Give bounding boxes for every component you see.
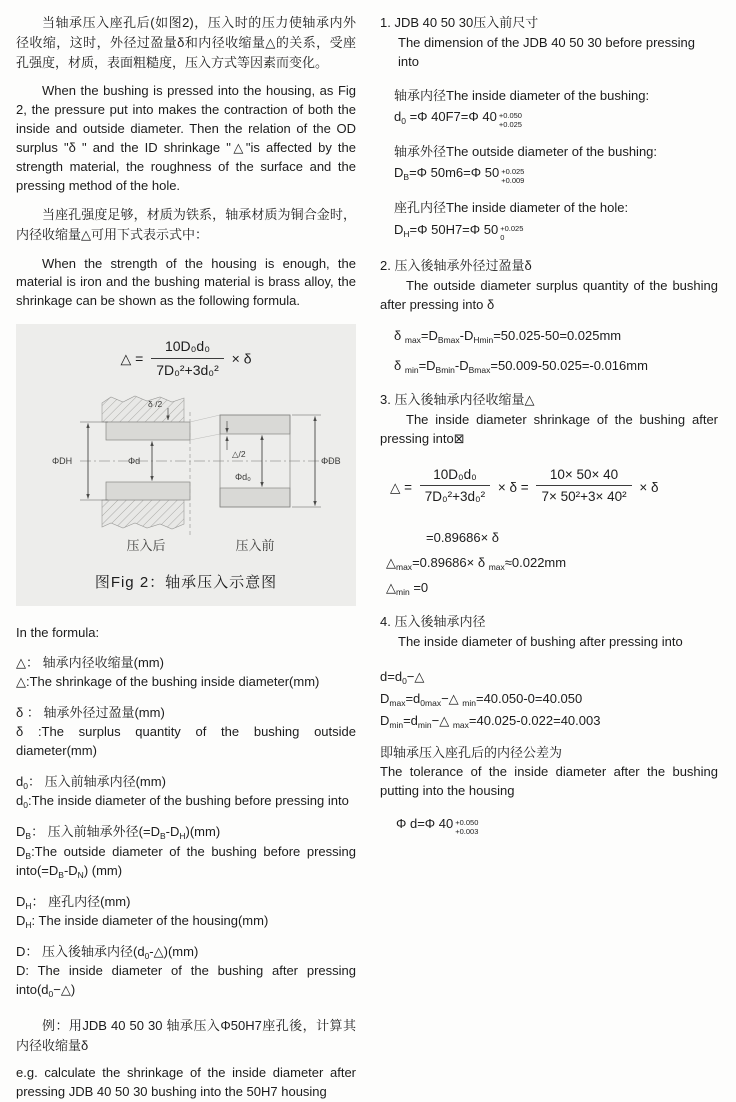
section-2-surplus [380,256,718,376]
section-title-zh: 3. 压入後轴承内径收缩量△ [380,391,535,407]
section-title-en: The inside diameter of bushing after pressing into [398,634,683,650]
dimension-formula: $d_0 =\Phi$ 40F7=Φ 40 +0.050 +0.025 [394,109,522,130]
dimension-label: 轴承内径The inside diameter of the bushing: [394,88,650,104]
tolerance-stack: +0.050 +0.003 [455,818,479,836]
tolerance-stack: +0.025 0 [500,223,524,242]
condition-paragraph-zh: 当座孔强度足够，材质为铁系，轴承材质为铜合金时，内径收缩量△可用下式表示式中： [16,207,356,243]
definition-surplus [16,703,356,761]
tolerance-note-zh: 即轴承压入座孔后的内径公差为 [380,744,563,760]
bushing-after-bottom-wall [106,482,190,500]
definition-dh [16,892,356,931]
dim-label-phi-d: Φd [128,456,141,467]
final-tolerance-formula: Φ d=Φ 40 +0.050 +0.003 [396,816,479,836]
dimension-formula: $D_H=\Phi$ 50H7=Φ 50 +0.025 0 [394,221,524,242]
dimension-formula: $D_B=\Phi$ 50m6=Φ 50 +0.025 +0.009 [394,165,525,186]
definition-zh: $d_0$： 压入前轴承内径(mm) [16,774,166,792]
definition-zh: $D_H$： 座孔内径(mm) [16,893,131,911]
housing-hatch-top [102,396,184,422]
bushing-press-diagram [24,390,348,560]
dimension-label: 轴承外径The outside diameter of the bushing: [394,144,658,160]
section-1-dimensions [380,13,718,242]
dimension-item-hole-diameter [394,198,718,241]
surplus-max-formula: δ $_{max}=D_{Bmax}-D_{Hmin}=50.025-50=0.025mm$ [394,327,622,345]
dimension-label: 座孔内径The inside diameter of the hole: [394,200,629,216]
left-column [16,13,356,1102]
definition-zh: $D_B$： 压入前轴承外径$(=D_B-D_H)(mm)$ [16,824,221,842]
definition-en: $D_H$: The inside diameter of the housing(mm) [16,912,269,930]
definition-en: $D_B:The$ outside diameter of the bushing before pressing $into(=D_B-D_N)$ (mm) [16,843,356,880]
label-before-pressing: 压入前 [235,538,275,554]
shrinkage-min-line: $\triangle_{min} =0$ [386,579,429,597]
intro-paragraph-en: When the bushing is pressed into the housing, as Fig 2, the pressure put into makes the contraction of both the inside and outside diameter. Then the relation of the OD surplus "δ " and the ID shrinkage "△"is affected by the strength material, the roughness of the surface and the pressing method of the hole. [16,83,356,194]
bushing-before-bottom-wall [220,488,290,507]
section-3-shrinkage [380,390,718,598]
dimension-item-outside-diameter [394,142,718,185]
bushing-after-top-wall [106,422,190,440]
definition-shrinkage [16,653,356,692]
section-title-zh: 4. 压入後轴承内径 [380,613,486,629]
figure-panel [16,324,356,606]
d-min-equation: $D_{min}=d_{min}-\triangle$ $_{max}$=40.025-0.022=40.003 [380,712,601,730]
d-equation: $d=d_0-\triangle$ [380,669,425,687]
dim-label-tri-half: △/2 [232,449,246,460]
dim-label-phi-db: ΦDB [321,456,341,467]
definition-db [16,822,356,880]
shrinkage-max-line: $\triangle_{max}=0.89686\times \delta$ $_{max}$≈0.022mm [386,554,567,572]
d-max-equation: $D_{max}=d_{0max}-\triangle$ $_{min}$=40.050-0=40.050 [380,690,583,708]
definition-d-after [16,942,356,1000]
figure-formula: △ = $\frac{\text{10D₀d₀}}{\text{7D₀²+3d₀²}}$ × δ [24,338,348,382]
bushing-before-top-wall [220,415,290,434]
section-title-en: The inside diameter shrinkage of the bushing after pressing into⊠ [380,411,718,446]
right-column [380,13,718,1102]
definition-en: D: The inside diameter of the bushing after pressing $into(d_0-\triangle)$ [16,962,356,999]
shrinkage-main-formula: △ = $\frac{\text{10D₀d₀}}{\text{7D₀²+3d₀²}}$ × δ = $\frac{10\times 50\times 40}{\text{7× 50²+3× 40²}}$ × δ [390,467,718,509]
label-after-pressing: 压入后 [126,538,166,554]
section-title-zh: 2. 压入後轴承外径过盈量δ [380,257,532,273]
example-paragraph-zh: 例：用JDB 40 50 30 轴承压入Φ50H7座孔後，计算其内径收缩量δ [16,1017,356,1053]
definition-zh: △： 轴承内径收缩量(mm) [16,655,164,671]
definition-en: $d_0:The$ inside diameter of the bushing before pressing into [16,793,349,811]
dim-label-phi-d0: Φd₀ [235,472,251,483]
dimension-item-inside-diameter [394,86,718,129]
fraction: $\frac{10\times 50\times 40}{\text{7× 50²+3× 40²}}$ [536,465,631,507]
shrinkage-result-coefficient: =0.89686× δ [426,530,500,545]
surplus-min-formula: δ $_{min}=D_{Bmin}-D_{Bmax}=50.009-50.025=-0.016mm$ [394,357,648,375]
section-title-zh: 1. JDB 40 50 30压入前尺寸 [380,15,539,30]
condition-paragraph-en: When the strength of the housing is enough, the material is iron and the bushing material is brass alloy, the shrinkage can be shown as the following formula. [16,255,356,309]
definition-d0 [16,772,356,811]
tolerance-stack: +0.025 +0.009 [501,167,525,186]
inside-diameter-calc-block [380,668,718,731]
section-title-en: The outside diameter surplus quantity of the bushing after pressing into δ [380,277,718,312]
definition-zh: D： 压入後轴承内径$(d_0-\triangle)(mm)$ [16,943,199,961]
example-paragraph-en: e.g. calculate the shrinkage of the inside diameter after pressing JDB 40 50 30 bushing into the 50H7 housing [16,1064,356,1099]
definition-en: δ :The surplus quantity of the bushing outside diameter(mm) [16,724,356,759]
in-formula-title: In the formula: [16,625,100,641]
intro-paragraph-zh: 当轴承压入座孔后(如图2)，压入时的压力使轴承内外径收缩，这时，外径过盈量δ和内径收缩量△的关系，受座孔强度，材质，表面粗糙度，压入方式等因素而变化。 [16,15,356,71]
housing-hatch-bottom [102,500,184,529]
section-title-en: The dimension of the JDB 40 50 30 before pressing into [398,35,696,70]
figure-caption: 图Fig 2：轴承压入示意图 [94,574,278,592]
definition-zh: δ ： 轴承外径过盈量(mm) [16,705,165,721]
projection-line-bore [190,434,220,440]
section-4-inside-diameter [380,612,718,836]
fraction: $\frac{\text{10D₀d₀}}{\text{7D₀²+3d₀²}}$ [420,465,490,507]
definition-en: △:The shrinkage of the bushing inside diameter(mm) [16,674,320,690]
dim-label-phi-dh: ΦDH [52,456,73,467]
projection-line-outer [190,415,220,422]
tolerance-stack: +0.050 +0.025 [498,111,522,130]
fraction: $\frac{\text{10D₀d₀}}{\text{7D₀²+3d₀²}}$ [151,336,224,380]
dim-label-delta-half: δ /2 [148,399,163,410]
tolerance-note-en: The tolerance of the inside diameter after the bushing putting into the housing [380,764,718,799]
